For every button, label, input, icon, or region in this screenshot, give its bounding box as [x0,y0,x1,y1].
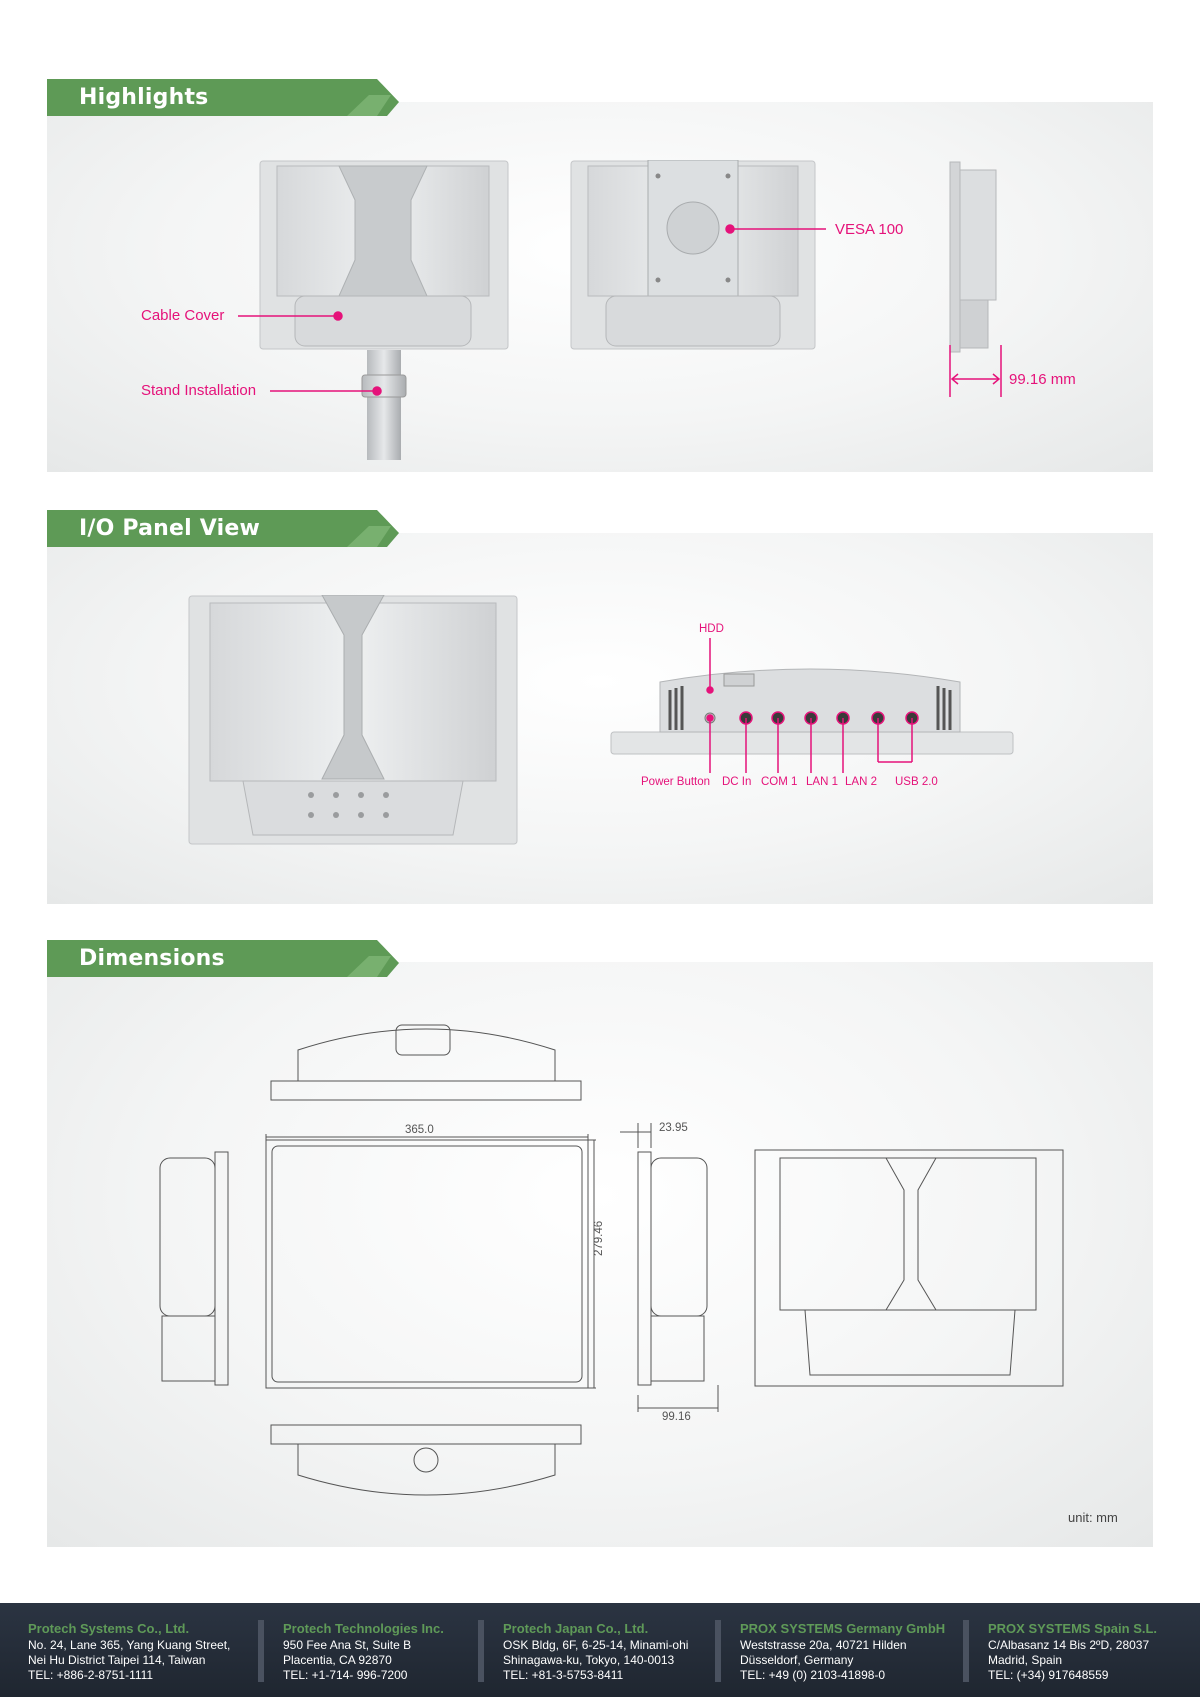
cable-cover-label: Cable Cover [141,307,225,324]
phone-line: TEL: (+34) 917648559 [988,1668,1109,1682]
address-line: Düsseldorf, Germany [740,1653,854,1667]
company-name: PROX SYSTEMS Spain S.L. [988,1621,1158,1636]
com1-label: COM 1 [761,776,798,788]
unit-label: unit: mm [1068,1510,1118,1525]
lan1-label: LAN 1 [806,776,838,788]
hdd-label: HDD [699,623,724,635]
height-dimension: 279.46 [593,1220,605,1256]
address-line: Shinagawa-ku, Tokyo, 140-0013 [503,1653,675,1667]
dc-in-label: DC In [722,776,752,788]
depth-dimension: 99.16 [662,1411,691,1423]
footer-company-spain [988,1621,1157,1683]
stand-installation-label: Stand Installation [141,382,257,399]
footer-divider [963,1620,969,1682]
footer-divider [478,1620,484,1682]
company-name: PROX SYSTEMS Germany GmbH [740,1621,946,1636]
usb-label: USB 2.0 [895,776,938,788]
address-line: C/Albasanz 14 Bis 2ºD, 28037 [988,1638,1150,1652]
address-line: 950 Fee Ana St, Suite B [283,1638,412,1652]
section-title-io: I/O Panel View [79,516,260,541]
section-title-highlights: Highlights [79,85,209,110]
address-line: OSK Bldg, 6F, 6-25-14, Minami-ohi [503,1638,689,1652]
section-title-dimensions: Dimensions [79,946,225,971]
address-line: No. 24, Lane 365, Yang Kuang Street, [28,1638,231,1652]
footer-company-germany [740,1621,945,1683]
phone-line: TEL: +81-3-5753-8411 [503,1668,624,1682]
depth-label: 99.16 mm [1009,371,1076,388]
footer [0,1603,1200,1697]
footer-company-taiwan [28,1621,230,1683]
footer-company-japan [503,1621,688,1683]
phone-line: TEL: +1-714- 996-7200 [283,1668,408,1682]
phone-line: TEL: +49 (0) 2103-41898-0 [740,1668,886,1682]
address-line: Madrid, Spain [988,1653,1063,1667]
power-button-label: Power Button [641,776,711,788]
phone-line: TEL: +886-2-8751-1111 [28,1668,154,1682]
width-dimension: 365.0 [405,1124,434,1136]
company-name: Protech Technologies Inc. [283,1621,444,1636]
footer-divider [715,1620,721,1682]
vesa-label: VESA 100 [835,221,904,238]
company-name: Protech Systems Co., Ltd. [28,1621,190,1636]
address-line: Nei Hu District Taipei 114, Taiwan [28,1653,206,1667]
lan2-label: LAN 2 [845,776,877,788]
footer-divider [258,1620,264,1682]
footer-company-usa [283,1621,444,1683]
bezel-dimension: 23.95 [659,1122,688,1134]
company-name: Protech Japan Co., Ltd. [503,1621,649,1636]
address-line: Weststrasse 20a, 40721 Hilden [740,1638,907,1652]
address-line: Placentia, CA 92870 [283,1653,392,1667]
